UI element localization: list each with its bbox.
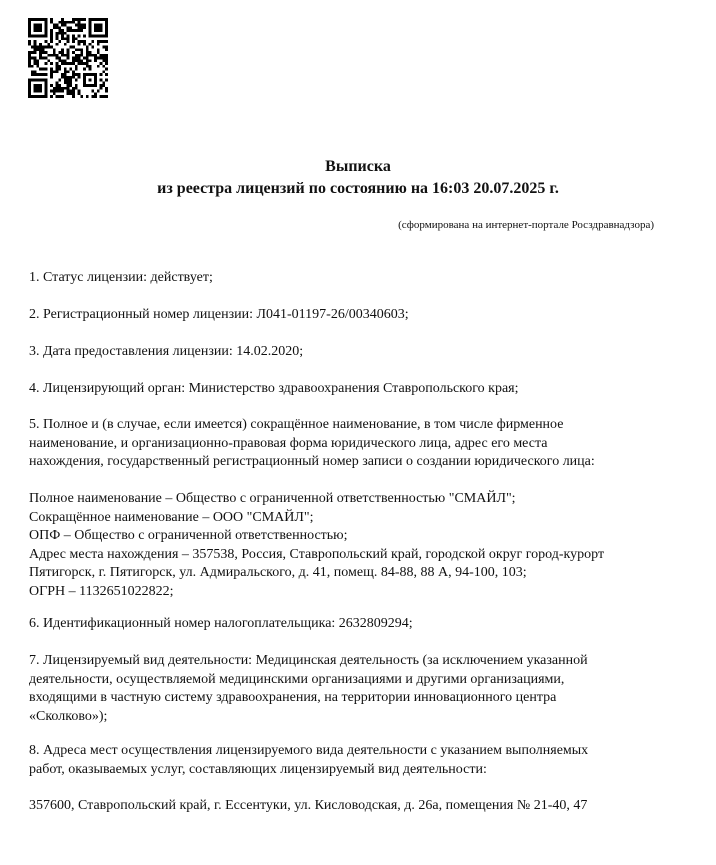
document-subtitle: из реестра лицензий по состоянию на 16:03 20.07.2025 г. [157, 180, 559, 197]
activity-line: входящими в частную систему здравоохранения, на территории инновационного центра [29, 690, 557, 706]
ogrn: ОГРН – 1132651022822; [29, 583, 174, 599]
activity-address: 357600, Ставропольский край, г. Ессентуки, ул. Кисловодская, д. 26а, помещения № 21-40, 47 [29, 798, 588, 813]
legal-address-cont: Пятигорск, г. Пятигорск, ул. Адмиральского, д. 41, помещ. 84-88, 88 А, 94-100, 103; [29, 565, 527, 581]
full-name: Полное наименование – Общество с ограниченной ответственностью "СМАЙЛ"; [29, 491, 516, 506]
item-5-line: 5. Полное и (в случае, если имеется) сокращённое наименование, в том числе фирменное [29, 417, 564, 432]
organization-details [29, 490, 669, 602]
activity-line: деятельности, осуществляемой медицинскими организациями и другими организациями, [29, 671, 565, 687]
document-title: Выписка [325, 158, 391, 175]
item-5-heading [29, 416, 669, 472]
legal-form: ОПФ – Общество с ограниченной ответственностью; [29, 528, 348, 544]
item-8-line: 8. Адреса мест осуществления лицензируемого вида деятельности с указанием выполняемых [29, 743, 589, 758]
licensing-authority: 4. Лицензирующий орган: Министерство здравоохранения Ставропольского края; [29, 381, 519, 396]
activity-line: «Сколково»); [29, 708, 108, 724]
activity-addresses-heading [29, 742, 669, 779]
legal-address: Адрес места нахождения – 357538, Россия, Ставропольский край, городской округ город-курорт [29, 546, 605, 562]
registration-number: 2. Регистрационный номер лицензии: Л041-01197-26/00340603; [29, 307, 409, 322]
issue-date: 3. Дата предоставления лицензии: 14.02.2020; [29, 344, 304, 359]
qr-code [28, 18, 108, 98]
item-8-line: работ, оказываемых услуг, составляющих лицензируемый вид деятельности: [29, 761, 487, 777]
item-5-line: нахождения, государственный регистрационный номер записи о создании юридического лица: [29, 454, 595, 470]
tax-id: 6. Идентификационный номер налогоплательщика: 2632809294; [29, 616, 413, 631]
short-name: Сокращённое наименование – ООО "СМАЙЛ"; [29, 509, 314, 525]
source-note: (сформирована на интернет-портале Росздравнадзора) [398, 219, 654, 231]
activity-line: 7. Лицензируемый вид деятельности: Медицинская деятельность (за исключением указанной [29, 653, 588, 668]
item-5-line: наименование, и организационно-правовая форма юридического лица, адрес его места [29, 435, 548, 451]
activity-type [29, 652, 669, 726]
license-status: 1. Статус лицензии: действует; [29, 270, 213, 285]
